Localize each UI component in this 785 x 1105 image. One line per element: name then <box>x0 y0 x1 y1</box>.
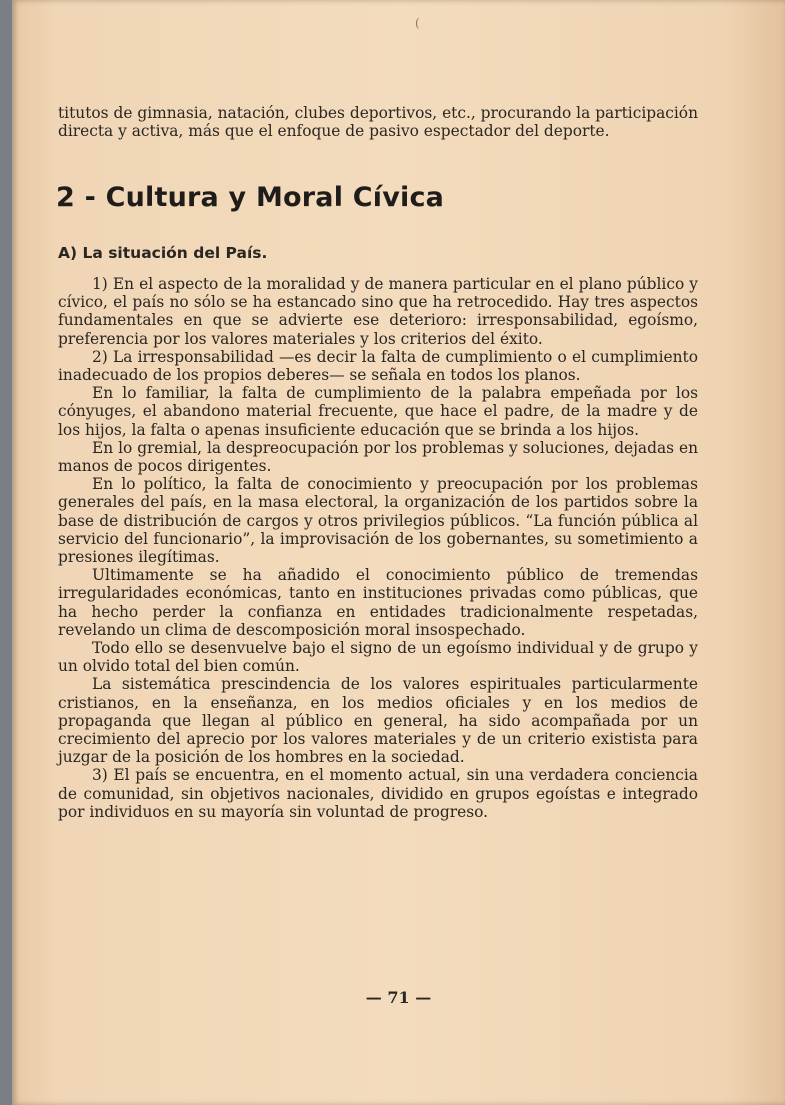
page-corner-mark: ( <box>415 16 420 30</box>
paragraph-9: 3) El país se encuentra, en el momento actual, sin una verdadera conciencia de comunidad, sin objetivos nacionales, dividido en grupos egoístas e integrado por individuos en su mayoría sin voluntad de progreso. <box>58 766 698 821</box>
paragraph-7: Todo ello se desenvuelve bajo el signo de un egoísmo individual y de grupo y un olvido total del bien común. <box>58 639 698 676</box>
subsection-title: A) La situación del País. <box>58 244 268 262</box>
paragraph-3: En lo familiar, la falta de cumplimiento de la palabra empeñada por los cónyuges, el abandono material frecuente, que hace el padre, de la madre y de los hijos, la falta o apenas insuficiente educación que se brinda a los hijos. <box>58 384 698 439</box>
paragraph-2: 2) La irresponsabilidad —es decir la falta de cumplimiento o el cumplimiento inadecuado de los propios deberes— se señala en todos los planos. <box>58 347 698 385</box>
page-number: — 71 — <box>365 988 432 1007</box>
book-page <box>12 0 785 1105</box>
paragraph-8: La sistemática prescindencia de los valores espirituales particularmente cristianos, en la enseñanza, en los medios oficiales y en los medios de propaganda que llegan al público en general, ha sido acompañada por un crecimiento del aprecio por los valores materiales y de un criterio existista para juzgar de la posición de los hombres en la sociedad. <box>58 675 698 767</box>
body-text <box>58 275 698 821</box>
intro-paragraph: titutos de gimnasia, natación, clubes deportivos, etc., procurando la participación directa y activa, más que el enfoque de pasivo espectador del deporte. <box>58 104 698 141</box>
intro-paragraph-block <box>58 104 698 140</box>
paragraph-1: 1) En el aspecto de la moralidad y de manera particular en el plano público y cívico, el país no sólo se ha estancado sino que ha retrocedido. Hay tres aspectos fundamentales en que se advierte ese deterioro: irresponsabilidad, egoísmo, preferencia por los valores materiales y los criterios del éxito. <box>58 275 698 348</box>
paragraph-5: En lo político, la falta de conocimiento y preocupación por los problemas generales del país, en la masa electoral, la organización de los partidos sobre la base de distribución de cargos y otros privilegios públicos. “La función pública al servicio del funcionario”, la improvisación de los gobernantes, su sometimiento a presiones ilegítimas. <box>58 475 698 567</box>
paragraph-6: Ultimamente se ha añadido el conocimiento público de tremendas irregularidades económicas, tanto en instituciones privadas como públicas, que ha hecho perder la confianza en entidades tradicionalmente respetadas, revelando un clima de descomposición moral insospechado. <box>58 566 698 639</box>
section-title: 2 - Cultura y Moral Cívica <box>56 182 445 213</box>
paragraph-4: En lo gremial, la despreocupación por los problemas y soluciones, dejadas en manos de pocos dirigentes. <box>58 438 698 476</box>
